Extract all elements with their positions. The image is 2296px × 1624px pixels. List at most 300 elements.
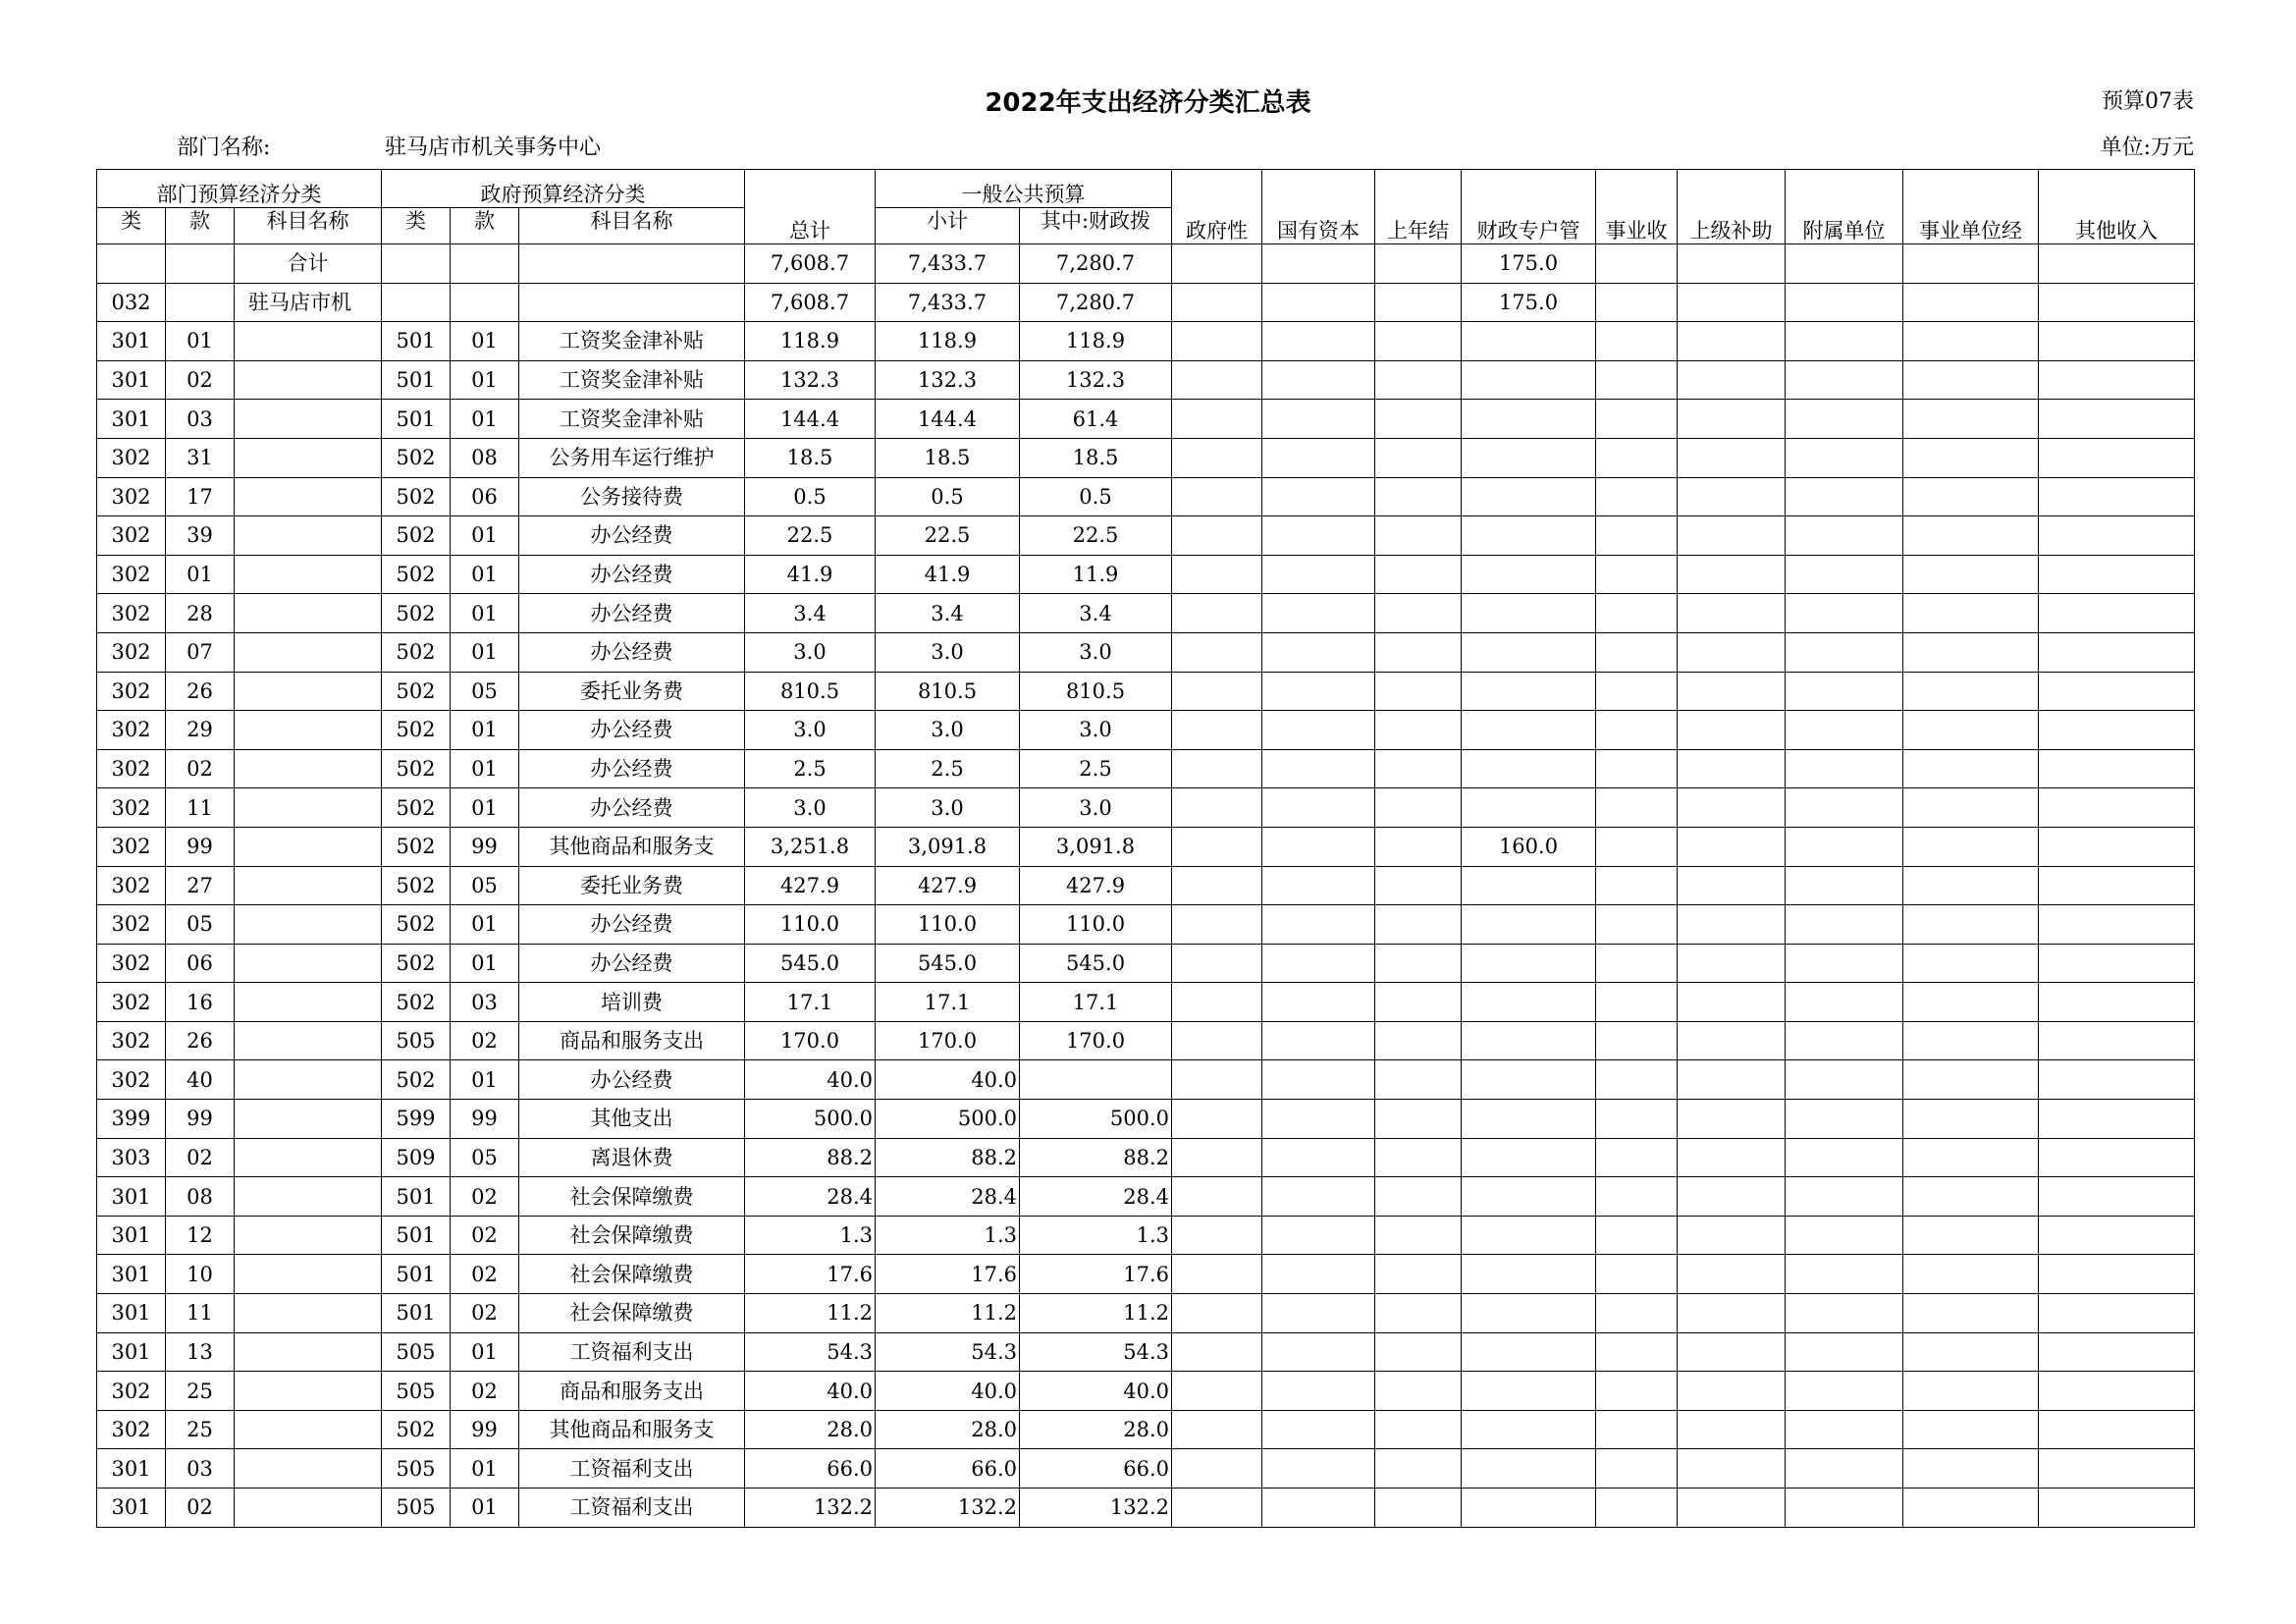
header-dept-group: 部门预算经济分类 (97, 170, 382, 208)
cell-empty (1786, 1177, 1903, 1217)
cell-empty (1172, 555, 1262, 594)
header-subtotal: 小计 (876, 208, 1020, 244)
cell-empty (1172, 1410, 1262, 1449)
cell-empty (2039, 1060, 2195, 1100)
cell-c1: 302 (97, 749, 166, 788)
table-row (97, 555, 2195, 594)
cell-special (1462, 477, 1596, 516)
cell-c5: 08 (451, 438, 519, 477)
cell-total: 3,251.8 (745, 827, 876, 866)
cell-empty (2039, 1489, 2195, 1528)
cell-sub: 7,433.7 (876, 244, 1020, 284)
cell-c5 (451, 244, 519, 284)
cell-c2: 26 (166, 672, 235, 711)
cell-c3 (235, 438, 382, 477)
cell-c6: 商品和服务支出 (519, 1021, 745, 1060)
cell-total: 11.2 (745, 1294, 876, 1333)
cell-empty (1678, 283, 1786, 322)
cell-c2: 01 (166, 322, 235, 361)
cell-empty (1903, 1060, 2039, 1100)
cell-empty (2039, 827, 2195, 866)
cell-c1: 301 (97, 1177, 166, 1217)
cell-empty (1786, 322, 1903, 361)
cell-c5: 01 (451, 322, 519, 361)
cell-c3 (235, 788, 382, 828)
cell-sub: 144.4 (876, 400, 1020, 439)
cell-c5: 01 (451, 594, 519, 633)
cell-empty (1262, 827, 1375, 866)
cell-empty (1262, 400, 1375, 439)
cell-c5: 06 (451, 477, 519, 516)
cell-c1: 302 (97, 1060, 166, 1100)
table-row (97, 1100, 2195, 1139)
cell-c5: 01 (451, 1449, 519, 1489)
cell-fiscal: 3.0 (1020, 711, 1172, 750)
cell-c1: 302 (97, 944, 166, 983)
cell-c5: 01 (451, 1060, 519, 1100)
cell-empty (1596, 866, 1678, 905)
cell-c1: 302 (97, 1021, 166, 1060)
cell-empty (1678, 1100, 1786, 1139)
cell-empty (2039, 672, 2195, 711)
cell-empty (1596, 1410, 1678, 1449)
cell-empty (1172, 438, 1262, 477)
cell-empty (1903, 477, 2039, 516)
cell-special (1462, 1410, 1596, 1449)
cell-empty (1786, 438, 1903, 477)
cell-sub: 18.5 (876, 438, 1020, 477)
header-carryover: 上年结 (1375, 170, 1462, 244)
cell-c5: 02 (451, 1021, 519, 1060)
cell-c5: 01 (451, 944, 519, 983)
cell-sub: 132.3 (876, 360, 1020, 400)
cell-empty (1786, 1138, 1903, 1177)
cell-c4 (382, 244, 451, 284)
cell-fiscal: 132.3 (1020, 360, 1172, 400)
cell-c6: 办公经费 (519, 749, 745, 788)
cell-c5: 01 (451, 360, 519, 400)
cell-c6 (519, 244, 745, 284)
cell-empty (1786, 905, 1903, 945)
cell-empty (1903, 360, 2039, 400)
cell-empty (1262, 1138, 1375, 1177)
cell-empty (1596, 594, 1678, 633)
cell-sub: 88.2 (876, 1138, 1020, 1177)
cell-empty (1262, 1216, 1375, 1255)
cell-empty (1172, 477, 1262, 516)
cell-c3 (235, 983, 382, 1022)
cell-empty (1903, 1255, 2039, 1294)
cell-c5: 03 (451, 983, 519, 1022)
cell-empty (1262, 1060, 1375, 1100)
cell-empty (1375, 711, 1462, 750)
cell-empty (1678, 1138, 1786, 1177)
cell-total: 118.9 (745, 322, 876, 361)
cell-empty (1172, 983, 1262, 1022)
cell-empty (1678, 788, 1786, 828)
cell-empty (1375, 594, 1462, 633)
cell-special (1462, 983, 1596, 1022)
cell-empty (1596, 1294, 1678, 1333)
cell-c4: 502 (382, 1410, 451, 1449)
cell-c1: 301 (97, 1294, 166, 1333)
cell-c4: 502 (382, 944, 451, 983)
cell-c1: 301 (97, 400, 166, 439)
cell-empty (1375, 866, 1462, 905)
cell-special (1462, 400, 1596, 439)
cell-empty (1678, 983, 1786, 1022)
cell-sub: 7,433.7 (876, 283, 1020, 322)
cell-empty (1786, 594, 1903, 633)
cell-c3 (235, 749, 382, 788)
cell-empty (2039, 1332, 2195, 1372)
cell-c4: 502 (382, 905, 451, 945)
cell-c2: 17 (166, 477, 235, 516)
cell-c4: 502 (382, 555, 451, 594)
cell-empty (2039, 905, 2195, 945)
table-row (97, 672, 2195, 711)
cell-sub: 3.0 (876, 711, 1020, 750)
cell-c5: 05 (451, 1138, 519, 1177)
cell-fiscal: 170.0 (1020, 1021, 1172, 1060)
cell-total: 2.5 (745, 749, 876, 788)
cell-empty (1172, 711, 1262, 750)
cell-special (1462, 1255, 1596, 1294)
table-row (97, 632, 2195, 672)
header-gov-subject: 科目名称 (519, 208, 745, 244)
cell-empty (1678, 400, 1786, 439)
cell-c2: 26 (166, 1021, 235, 1060)
cell-c1: 032 (97, 283, 166, 322)
cell-c3 (235, 1060, 382, 1100)
cell-c5: 05 (451, 866, 519, 905)
cell-empty (2039, 632, 2195, 672)
cell-c1: 302 (97, 983, 166, 1022)
cell-c1: 302 (97, 827, 166, 866)
cell-empty (1375, 1021, 1462, 1060)
cell-empty (1596, 1372, 1678, 1411)
cell-c1: 302 (97, 788, 166, 828)
cell-special (1462, 1449, 1596, 1489)
cell-empty (1172, 788, 1262, 828)
cell-c1: 302 (97, 1372, 166, 1411)
cell-empty (1786, 1100, 1903, 1139)
cell-fiscal: 545.0 (1020, 944, 1172, 983)
cell-special (1462, 632, 1596, 672)
cell-c3 (235, 1177, 382, 1217)
cell-total: 41.9 (745, 555, 876, 594)
cell-empty (2039, 244, 2195, 284)
cell-empty (1596, 244, 1678, 284)
cell-total: 28.4 (745, 1177, 876, 1217)
cell-sub: 2.5 (876, 749, 1020, 788)
cell-empty (1375, 983, 1462, 1022)
header-special-fund: 财政专户管 (1462, 170, 1596, 244)
cell-empty (1375, 1294, 1462, 1333)
table-row (97, 438, 2195, 477)
cell-empty (1786, 1332, 1903, 1372)
cell-empty (1786, 1255, 1903, 1294)
cell-empty (1596, 555, 1678, 594)
cell-empty (1375, 1489, 1462, 1528)
cell-empty (2039, 1294, 2195, 1333)
table-row (97, 477, 2195, 516)
table-row (97, 788, 2195, 828)
cell-empty (1678, 1255, 1786, 1294)
cell-empty (1596, 477, 1678, 516)
table-row (97, 1138, 2195, 1177)
table-row (97, 944, 2195, 983)
cell-empty (1786, 711, 1903, 750)
cell-empty (1678, 1449, 1786, 1489)
cell-empty (1596, 1255, 1678, 1294)
cell-c3 (235, 1489, 382, 1528)
cell-c4: 501 (382, 400, 451, 439)
cell-empty (1375, 944, 1462, 983)
cell-special (1462, 1177, 1596, 1217)
cell-empty (2039, 438, 2195, 477)
table-row (97, 1294, 2195, 1333)
cell-c4: 502 (382, 866, 451, 905)
cell-empty (2039, 594, 2195, 633)
cell-empty (1262, 632, 1375, 672)
cell-fiscal: 88.2 (1020, 1138, 1172, 1177)
cell-empty (1596, 905, 1678, 945)
cell-empty (1262, 1021, 1375, 1060)
cell-c2: 01 (166, 555, 235, 594)
cell-empty (1786, 1449, 1903, 1489)
cell-c2: 39 (166, 516, 235, 556)
cell-empty (1903, 672, 2039, 711)
cell-empty (1903, 1216, 2039, 1255)
cell-empty (1375, 438, 1462, 477)
cell-total: 54.3 (745, 1332, 876, 1372)
cell-c6: 其他支出 (519, 1100, 745, 1139)
cell-special (1462, 1216, 1596, 1255)
cell-sub: 66.0 (876, 1449, 1020, 1489)
cell-empty (1172, 1489, 1262, 1528)
cell-fiscal: 810.5 (1020, 672, 1172, 711)
cell-empty (1786, 672, 1903, 711)
cell-special (1462, 1060, 1596, 1100)
cell-empty (1596, 1138, 1678, 1177)
cell-empty (1172, 1294, 1262, 1333)
cell-sub: 545.0 (876, 944, 1020, 983)
cell-empty (2039, 711, 2195, 750)
cell-c3 (235, 400, 382, 439)
cell-empty (1903, 1489, 2039, 1528)
cell-c6: 工资奖金津补贴 (519, 400, 745, 439)
cell-empty (1903, 1021, 2039, 1060)
cell-empty (1903, 749, 2039, 788)
cell-empty (1172, 749, 1262, 788)
cell-special (1462, 360, 1596, 400)
cell-empty (1375, 1138, 1462, 1177)
cell-c4: 501 (382, 1294, 451, 1333)
cell-c3 (235, 360, 382, 400)
cell-sub: 17.1 (876, 983, 1020, 1022)
cell-c1: 301 (97, 322, 166, 361)
cell-c3 (235, 905, 382, 945)
cell-c1: 301 (97, 1449, 166, 1489)
cell-empty (1903, 1138, 2039, 1177)
cell-fiscal: 500.0 (1020, 1100, 1172, 1139)
cell-empty (1786, 1410, 1903, 1449)
cell-empty (1596, 827, 1678, 866)
cell-empty (2039, 1100, 2195, 1139)
cell-fiscal: 54.3 (1020, 1332, 1172, 1372)
cell-empty (1596, 632, 1678, 672)
cell-fiscal: 11.9 (1020, 555, 1172, 594)
cell-total: 3.4 (745, 594, 876, 633)
header-dept-subject: 科目名称 (235, 208, 382, 244)
cell-sub: 3.0 (876, 788, 1020, 828)
cell-empty (1262, 983, 1375, 1022)
cell-sub: 41.9 (876, 555, 1020, 594)
cell-empty (1172, 516, 1262, 556)
cell-c5: 99 (451, 827, 519, 866)
cell-c2: 12 (166, 1216, 235, 1255)
cell-empty (1903, 1332, 2039, 1372)
cell-c3: 合计 (235, 244, 382, 284)
cell-c3 (235, 1216, 382, 1255)
header-dept-lei: 类 (97, 208, 166, 244)
cell-empty (2039, 1177, 2195, 1217)
cell-empty (1678, 827, 1786, 866)
cell-sub: 54.3 (876, 1332, 1020, 1372)
header-total: 总计 (745, 170, 876, 244)
cell-special (1462, 866, 1596, 905)
cell-empty (1262, 1489, 1375, 1528)
cell-empty (1903, 555, 2039, 594)
cell-sub: 118.9 (876, 322, 1020, 361)
cell-fiscal: 118.9 (1020, 322, 1172, 361)
cell-empty (1678, 905, 1786, 945)
cell-empty (1903, 516, 2039, 556)
table-row (97, 283, 2195, 322)
cell-empty (1172, 322, 1262, 361)
table-row (97, 244, 2195, 284)
cell-special: 160.0 (1462, 827, 1596, 866)
cell-empty (1375, 1177, 1462, 1217)
cell-empty (1596, 283, 1678, 322)
cell-empty (1596, 983, 1678, 1022)
cell-empty (1596, 516, 1678, 556)
cell-empty (1375, 1255, 1462, 1294)
cell-empty (1786, 1021, 1903, 1060)
cell-c2: 05 (166, 905, 235, 945)
cell-empty (1903, 400, 2039, 439)
cell-c5: 02 (451, 1294, 519, 1333)
cell-empty (1596, 1449, 1678, 1489)
cell-empty (1375, 1332, 1462, 1372)
cell-fiscal: 1.3 (1020, 1216, 1172, 1255)
cell-empty (1786, 555, 1903, 594)
cell-empty (2039, 983, 2195, 1022)
cell-empty (1678, 1489, 1786, 1528)
cell-c3 (235, 827, 382, 866)
cell-sub: 110.0 (876, 905, 1020, 945)
cell-c5: 01 (451, 788, 519, 828)
cell-empty (1262, 1100, 1375, 1139)
cell-empty (1678, 672, 1786, 711)
cell-c6: 办公经费 (519, 516, 745, 556)
cell-empty (1375, 1410, 1462, 1449)
cell-empty (2039, 555, 2195, 594)
cell-empty (2039, 400, 2195, 439)
cell-sub: 28.4 (876, 1177, 1020, 1217)
department-name: 驻马店市机关事务中心 (385, 135, 602, 160)
cell-c6: 办公经费 (519, 594, 745, 633)
cell-special (1462, 1294, 1596, 1333)
cell-c6: 其他商品和服务支 (519, 1410, 745, 1449)
cell-c1: 302 (97, 672, 166, 711)
table-body (97, 244, 2195, 1528)
cell-total: 110.0 (745, 905, 876, 945)
cell-c1: 302 (97, 477, 166, 516)
table-row (97, 983, 2195, 1022)
cell-c1: 301 (97, 1216, 166, 1255)
cell-c6: 社会保障缴费 (519, 1255, 745, 1294)
cell-empty (1678, 632, 1786, 672)
cell-c4: 501 (382, 322, 451, 361)
cell-empty (1786, 477, 1903, 516)
cell-fiscal: 40.0 (1020, 1372, 1172, 1411)
cell-total: 1.3 (745, 1216, 876, 1255)
cell-empty (1172, 1177, 1262, 1217)
cell-c1: 302 (97, 594, 166, 633)
cell-empty (1262, 477, 1375, 516)
cell-empty (1678, 944, 1786, 983)
cell-empty (1172, 944, 1262, 983)
cell-empty (1678, 594, 1786, 633)
cell-empty (1172, 283, 1262, 322)
cell-empty (1596, 1100, 1678, 1139)
cell-c2: 99 (166, 1100, 235, 1139)
cell-total: 22.5 (745, 516, 876, 556)
cell-c4 (382, 283, 451, 322)
cell-empty (1678, 516, 1786, 556)
cell-fiscal: 3.0 (1020, 788, 1172, 828)
cell-empty (1262, 1372, 1375, 1411)
cell-empty (1786, 283, 1903, 322)
cell-empty (1786, 1489, 1903, 1528)
table-row (97, 322, 2195, 361)
table-row (97, 711, 2195, 750)
cell-c6: 离退休费 (519, 1138, 745, 1177)
cell-empty (1262, 1177, 1375, 1217)
cell-empty (2039, 1372, 2195, 1411)
cell-empty (1375, 322, 1462, 361)
cell-total: 170.0 (745, 1021, 876, 1060)
cell-empty (1172, 1372, 1262, 1411)
cell-c1: 301 (97, 360, 166, 400)
cell-special (1462, 1489, 1596, 1528)
cell-empty (1172, 594, 1262, 633)
cell-c3: 驻马店市机 (235, 283, 382, 322)
cell-total: 88.2 (745, 1138, 876, 1177)
cell-c4: 599 (382, 1100, 451, 1139)
cell-c4: 502 (382, 594, 451, 633)
cell-empty (1596, 672, 1678, 711)
cell-special (1462, 438, 1596, 477)
cell-fiscal: 110.0 (1020, 905, 1172, 945)
cell-empty (1678, 1332, 1786, 1372)
cell-sub: 17.6 (876, 1255, 1020, 1294)
cell-c6: 办公经费 (519, 788, 745, 828)
cell-empty (1172, 632, 1262, 672)
cell-fiscal: 3,091.8 (1020, 827, 1172, 866)
